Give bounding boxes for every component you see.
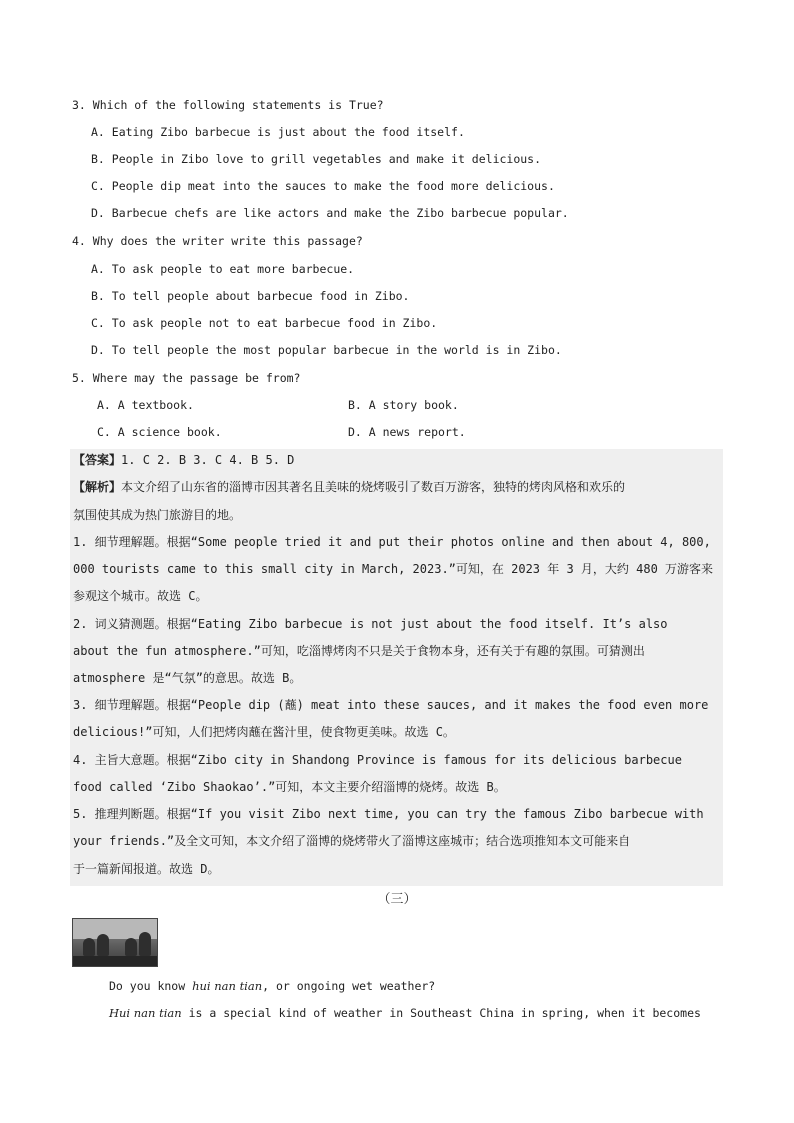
passage-line-1 bbox=[109, 978, 435, 994]
analysis-line-3: 1. 细节理解题。根据“Some people tried it and put their photos online and then about 4, 800, bbox=[73, 535, 711, 549]
question-3-option-a: A. Eating Zibo barbecue is just about the food itself. bbox=[91, 125, 465, 139]
passage-line-1-end: , or ongoing wet weather? bbox=[262, 979, 436, 993]
question-3-option-b: B. People in Zibo love to grill vegetables and make it delicious. bbox=[91, 152, 542, 166]
question-5-option-b: B. A story book. bbox=[348, 398, 459, 412]
analysis-line-10: delicious!”可知，人们把烤肉蘸在酱汁里，使食物更美味。故选 C。 bbox=[73, 725, 455, 739]
passage-line-2-end: is a special kind of weather in Southeast China in spring, when it becomes bbox=[181, 1006, 701, 1020]
question-5-option-d: D. A news report. bbox=[348, 425, 466, 439]
question-4-stem: 4. Why does the writer write this passage? bbox=[72, 234, 363, 248]
analysis-label: 【解析】 bbox=[73, 480, 122, 494]
answer-line bbox=[73, 452, 294, 468]
passage-term-1: hui nan tian bbox=[192, 979, 263, 993]
question-3-option-c: C. People dip meat into the sauces to make the food more delicious. bbox=[91, 179, 555, 193]
analysis-line-7: about the fun atmosphere.”可知，吃淄博烤肉不只是关于食物本身，还有关于有趣的氛围。可猜测出 bbox=[73, 644, 645, 658]
analysis-line-6: 2. 词义猜测题。根据“Eating Zibo barbecue is not just about the food itself. It’s also bbox=[73, 617, 668, 631]
passage-line-2 bbox=[109, 1005, 701, 1021]
question-5-stem: 5. Where may the passage be from? bbox=[72, 371, 301, 385]
analysis-line-14: your friends.”及全文可知，本文介绍了淄博的烧烤带火了淄博这座城市；结合选项推知本文可能来自 bbox=[73, 834, 631, 848]
analysis-line-2: 氛围使其成为热门旅游目的地。 bbox=[73, 508, 242, 522]
analysis-line-1 bbox=[73, 479, 625, 495]
analysis-line-9: 3. 细节理解题。根据“People dip (蘸) meat into these sauces, and it makes the food even more bbox=[73, 698, 709, 712]
analysis-text: 本文介绍了山东省的淄博市因其著名且美味的烧烤吸引了数百万游客，独特的烤肉风格和欢乐的 bbox=[121, 480, 626, 494]
section-title: （三） bbox=[377, 892, 417, 907]
analysis-line-15: 于一篇新闻报道。故选 D。 bbox=[73, 862, 220, 876]
question-5-option-a: A. A textbook. bbox=[97, 398, 194, 412]
passage-photo bbox=[72, 918, 158, 967]
analysis-line-8: atmosphere 是“气氛”的意思。故选 B。 bbox=[73, 671, 302, 685]
question-5-option-c: C. A science book. bbox=[97, 425, 222, 439]
analysis-line-12: food called ‘Zibo Shaokao’.”可知，本文主要介绍淄博的烧烤。故选 B。 bbox=[73, 780, 506, 794]
analysis-line-13: 5. 推理判断题。根据“If you visit Zibo next time, you can try the famous Zibo barbecue with bbox=[73, 807, 704, 821]
question-4-option-b: B. To tell people about barbecue food in Zibo. bbox=[91, 289, 410, 303]
analysis-line-4: 000 tourists came to this small city in March, 2023.”可知，在 2023 年 3 月，大约 480 万游客来 bbox=[73, 562, 714, 576]
question-4-option-c: C. To ask people not to eat barbecue food in Zibo. bbox=[91, 316, 438, 330]
analysis-line-5: 参观这个城市。故选 C。 bbox=[73, 589, 208, 603]
passage-term-2: Hui nan tian bbox=[109, 1006, 182, 1020]
answer-label: 【答案】 bbox=[73, 453, 122, 467]
question-3-stem: 3. Which of the following statements is True? bbox=[72, 98, 384, 112]
question-4-option-d: D. To tell people the most popular barbecue in the world is in Zibo. bbox=[91, 343, 562, 357]
passage-line-1-start: Do you know bbox=[109, 979, 193, 993]
analysis-line-11: 4. 主旨大意题。根据“Zibo city in Shandong Province is famous for its delicious barbecue bbox=[73, 753, 682, 767]
question-4-option-a: A. To ask people to eat more barbecue. bbox=[91, 262, 355, 276]
answer-key: 1. C 2. B 3. C 4. B 5. D bbox=[121, 453, 295, 467]
question-3-option-d: D. Barbecue chefs are like actors and make the Zibo barbecue popular. bbox=[91, 206, 569, 220]
